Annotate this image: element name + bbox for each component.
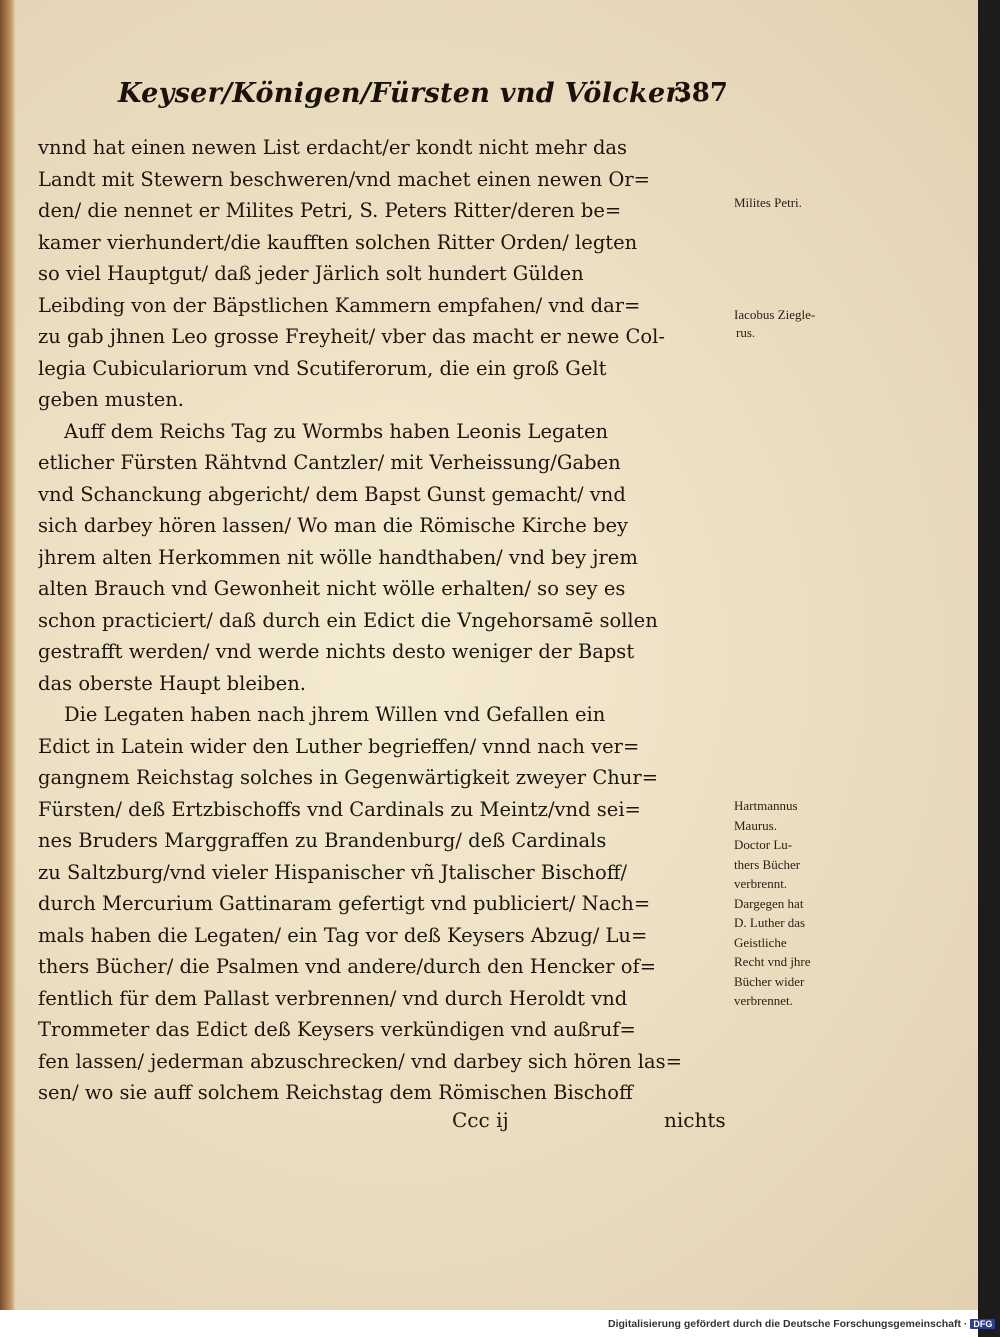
text-line: zu Saltzburg/vnd vieler Hispanischer vñ Jtalischer Bischoff/ — [38, 860, 628, 884]
text-line: vnnd hat einen newen List erdacht/er kondt nicht mehr das — [38, 136, 628, 159]
page-number: 387 — [673, 78, 728, 108]
text-line: den/ die nennet er Milites Petri, S. Peters Ritter/deren be= — [38, 199, 622, 222]
marginal-note-line: rus. — [736, 325, 756, 340]
text-line: schon practiciert/ daß durch ein Edict die Vngehorsamē sollen — [38, 608, 658, 632]
page-header — [118, 78, 728, 122]
marginal-note-line: Milites Petri. — [734, 195, 802, 210]
paragraph-start-line: Auff dem Reichs Tag zu Wormbs haben Leonis Legaten — [64, 419, 609, 443]
paragraph-start-line: Die Legaten haben nach jhrem Willen vnd Gefallen ein — [64, 703, 606, 726]
scan-border — [978, 0, 1000, 1337]
text-line: Fürsten/ deß Ertzbischoffs vnd Cardinals zu Meintz/vnd sei= — [38, 797, 641, 821]
text-line: mals haben die Legaten/ ein Tag vor deß Keysers Abzug/ Lu= — [38, 923, 648, 947]
digitization-note-text: Digitalisierung gefördert durch die Deutsche Forschungsgemeinschaft · — [608, 1318, 968, 1330]
marginal-note-line: Iacobus Ziegle- — [734, 307, 816, 322]
text-line: legia Cubiculariorum vnd Scutiferorum, die ein groß Gelt — [38, 356, 607, 380]
marginal-note-line: thers Bücher — [734, 856, 801, 872]
text-line: alten Brauch vnd Gewonheit nicht wölle erhalten/ so sey es — [38, 577, 626, 600]
text-line: fen lassen/ jederman abzuschrecken/ vnd darbey sich hören las= — [38, 1049, 682, 1073]
text-line: gestrafft werden/ vnd werde nichts desto weniger der Bapst — [38, 640, 635, 663]
running-title: Keyser/Königen/Fürsten vnd Völcker. — [118, 78, 688, 109]
text-line: vnd Schanckung abgericht/ dem Bapst Gunst gemacht/ vnd — [38, 482, 626, 506]
marginal-note-line: verbrennt. — [734, 876, 788, 891]
text-line: geben musten. — [38, 388, 184, 411]
marginal-note-line: Bücher wider — [734, 973, 805, 989]
marginal-note-line: Maurus. — [734, 817, 777, 833]
page-gutter-shadow — [0, 0, 16, 1310]
catchword: nichts — [664, 1108, 726, 1132]
digitization-note — [608, 1318, 995, 1330]
text-line: jhrem alten Herkommen nit wölle handthaben/ vnd bey jrem — [38, 545, 638, 569]
text-line: sich darbey hören lassen/ Wo man die Römische Kirche bey — [38, 514, 628, 537]
marginal-note-line: Doctor Lu- — [734, 837, 793, 852]
dfg-logo: DFG — [970, 1319, 995, 1329]
text-line: fentlich für dem Pallast verbrennen/ vnd durch Heroldt vnd — [38, 986, 628, 1010]
body-text — [38, 132, 728, 1109]
text-line: so viel Hauptgut/ daß jeder Järlich solt hundert Gülden — [38, 262, 584, 285]
text-line: Edict in Latein wider den Luther begrieffen/ vnnd nach ver= — [38, 734, 640, 758]
marginal-note-line: verbrennet. — [734, 993, 793, 1008]
text-line: Landt mit Stewern beschweren/vnd machet einen newen Or= — [38, 167, 650, 191]
text-line: kamer vierhundert/die kaufften solchen Ritter Orden/ legten — [38, 230, 638, 254]
text-line: das oberste Haupt bleiben. — [38, 671, 306, 695]
text-line: gangnem Reichstag solches in Gegenwärtigkeit zweyer Chur= — [38, 766, 659, 789]
marginal-note-milites-petri — [734, 194, 874, 212]
text-line: Trommeter das Edict deß Keysers verkündigen vnd außruf= — [38, 1018, 636, 1041]
text-line: nes Bruders Marggraffen zu Brandenburg/ deß Cardinals — [38, 829, 607, 852]
text-line: thers Bücher/ die Psalmen vnd andere/durch den Hencker of= — [38, 955, 657, 978]
marginal-note-luther-books — [734, 796, 874, 1011]
marginal-note-line: Geistliche — [734, 934, 787, 950]
marginal-note-line: Dargegen hat — [734, 895, 804, 911]
signature-mark: Ccc ij — [452, 1108, 509, 1132]
text-line: durch Mercurium Gattinaram gefertigt vnd publiciert/ Nach= — [38, 892, 651, 915]
text-line: Leibding von der Bäpstlichen Kammern empfahen/ vnd dar= — [38, 293, 641, 317]
text-line: zu gab jhnen Leo grosse Freyheit/ vber das macht er newe Col- — [38, 325, 665, 348]
marginal-note-line: Recht vnd jhre — [734, 954, 811, 969]
text-line: sen/ wo sie auff solchem Reichstag dem Römischen Bischoff — [38, 1081, 633, 1104]
marginal-note-line: Hartmannus — [734, 798, 798, 813]
marginal-note-ziegler — [734, 306, 874, 342]
marginal-note-line: D. Luther das — [734, 915, 806, 930]
text-line: etlicher Fürsten Rähtvnd Cantzler/ mit Verheissung/Gaben — [38, 451, 621, 474]
